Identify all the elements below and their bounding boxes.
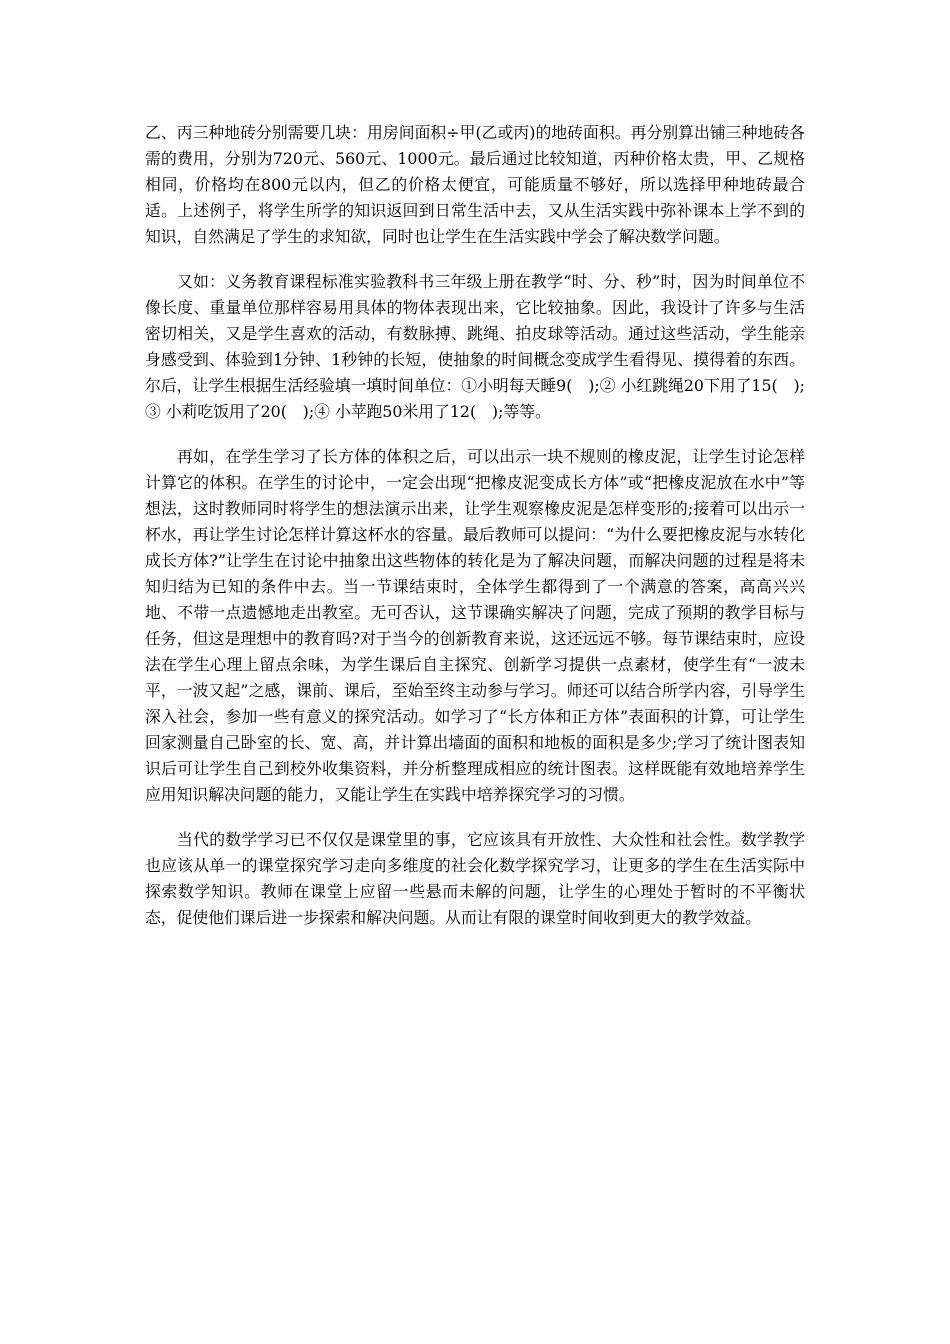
paragraph-4: 当代的数学学习已不仅仅是课堂里的事，它应该具有开放性、大众性和社会性。数学教学也应该从单一的课堂探究学习走向多维度的社会化数学探究学习，让更多的学生在生活实际中探索数学知识。教师在课堂上应留一些悬而未解的问题，让学生的心理处于暂时的不平衡状态，促使他们课后进一步探索和解决问题。从而让有限的课堂时间收到更大的教学效益。 bbox=[145, 830, 805, 927]
paragraph-2: 又如：义务教育课程标准实验教科书三年级上册在教学“时、分、秒”时，因为时间单位不像长度、重量单位那样容易用具体的物体表现出来，它比较抽象。因此，我设计了许多与生活密切相关，又是学生喜欢的活动，有数脉搏、跳绳、拍皮球等活动。通过这些活动，学生能亲身感受到、体验到1分钟、1秒钟的长短，使抽象的时间概念变成学生看得见、摸得着的东西。尔后，让学生根据生活经验填一填时间单位：①小明每天睡9( );② 小红跳绳20下用了15( );③ 小莉吃饭用了20( );④ 小苹跑50米用了12( );等等。 bbox=[145, 272, 805, 421]
paragraph-3: 再如，在学生学习了长方体的体积之后，可以出示一块不规则的橡皮泥，让学生讨论怎样计算它的体积。在学生的讨论中，一定会出现“把橡皮泥变成长方体”或“把橡皮泥放在水中”等想法，这时教师同时将学生的想法演示出来，让学生观察橡皮泥是怎样变形的;接着可以出示一杯水，再让学生讨论怎样计算这杯水的容量。最后教师可以提问：“为什么要把橡皮泥与水转化成长方体?”让学生在讨论中抽象出这些物体的转化是为了解决问题，而解决问题的过程是将未知归结为已知的条件中去。当一节课结束时，全体学生都得到了一个满意的答案，高高兴兴地、不带一点遗憾地走出教室。无可否认，这节课确实解决了问题，完成了预期的教学目标与任务，但这是理想中的教育吗?对于当今的创新教育来说，这还远远不够。每节课结束时，应设法在学生心理上留点余味，为学生课后自主探究、创新学习提供一点素材，使学生有“一波未平，一波又起”之感，课前、课后，至始至终主动参与学习。师还可以结合所学内容，引导学生深入社会，参加一些有意义的探究活动。如学习了“长方体和正方体”表面积的计算，可让学生回家测量自己卧室的长、宽、高，并计算出墙面的面积和地板的面积是多少;学习了统计图表知识后可让学生自己到校外收集资料，并分析整理成相应的统计图表。这样既能有效地培养学生应用知识解决问题的能力，又能让学生在实践中培养探究学习的习惯。 bbox=[145, 447, 805, 804]
paragraph-1: 乙、丙三种地砖分别需要几块：用房间面积÷甲(乙或丙)的地砖面积。再分别算出铺三种地砖各需的费用，分别为720元、560元、1000元。最后通过比较知道，丙种价格太贵，甲、乙规格相同，价格均在800元以内，但乙的价格太便宜，可能质量不够好，所以选择甲种地砖最合适。上述例子，将学生所学的知识返回到日常生活中去，又从生活实践中弥补课本上学不到的知识，自然满足了学生的求知欲，同时也让学生在生活实践中学会了解决数学问题。 bbox=[145, 123, 805, 246]
document-page bbox=[145, 120, 805, 950]
